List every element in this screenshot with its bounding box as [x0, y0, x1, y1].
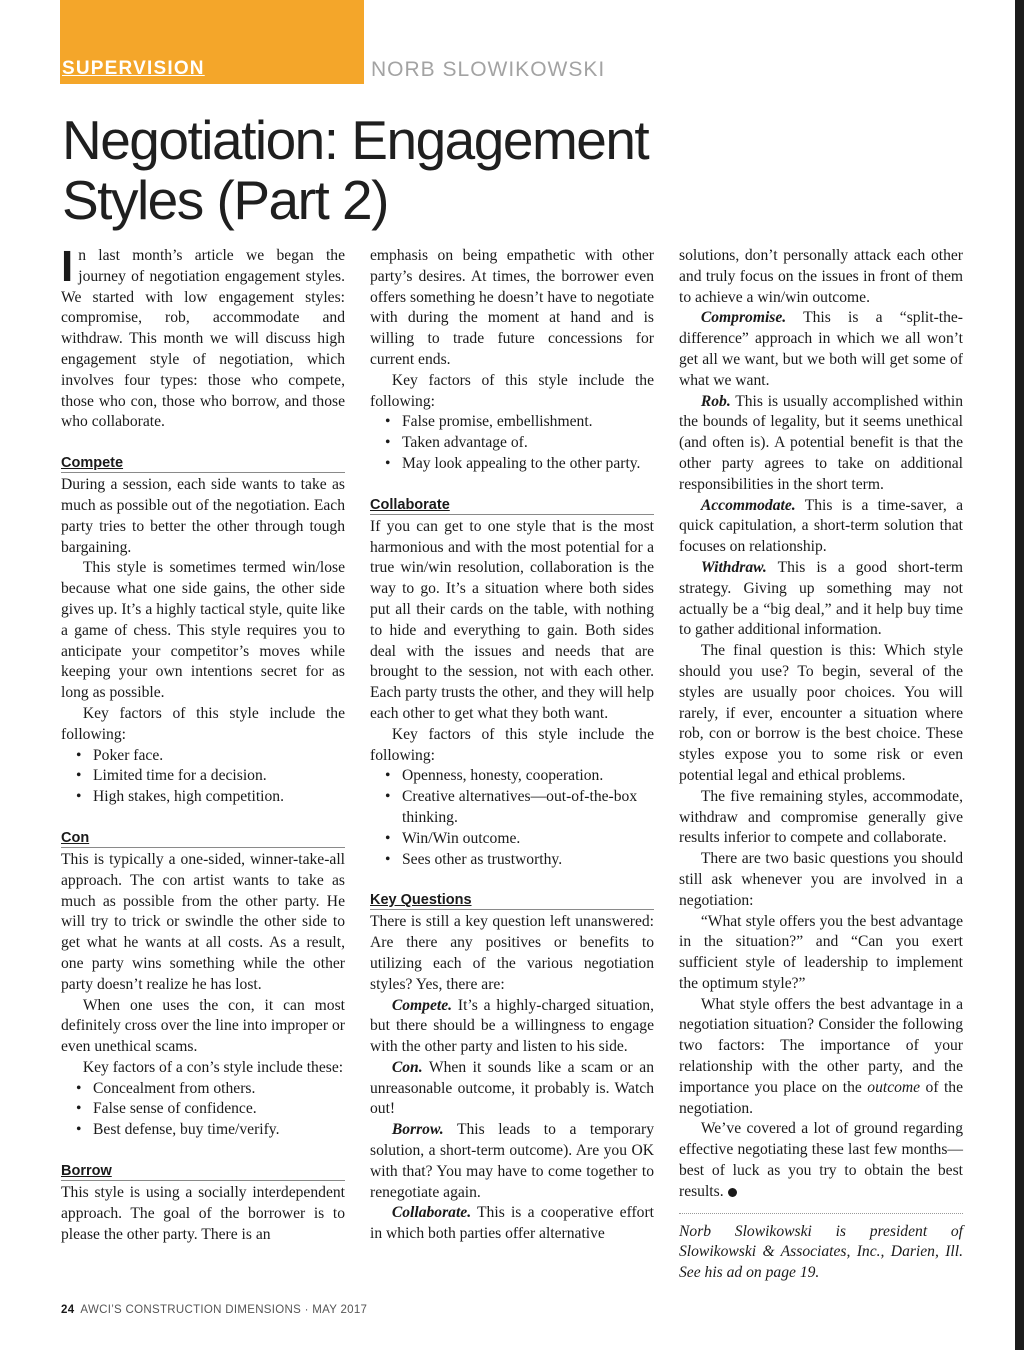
heading-borrow: Borrow: [61, 1163, 345, 1181]
paragraph: Collaborate. This is a cooperative effort in which both parties offer alternative: [370, 1204, 654, 1243]
list-item: • Openness, honesty, cooperation.: [385, 766, 654, 787]
page-footer: [61, 1304, 367, 1316]
paragraph: What style offers the best advantage in a negotiation situation? Consider the following two factors: The importance of your relationship with the other party, and the importance you place on the outcome of the negotiation.: [679, 995, 964, 1117]
heading-key-questions: Key Questions: [370, 892, 654, 910]
heading-collaborate: Collaborate: [370, 497, 654, 515]
paragraph: Key factors of a con’s style include these:: [82, 1058, 344, 1076]
paragraph: Key factors of this style include the following:: [370, 371, 654, 410]
paragraph: If you can get to one style that is the most harmonious and with the most potential for a true win/win resolution, collaboration is the way to go. It’s a situation where both sides put all their cards on the table, with nothing to hide and everything to gain. Both sides deal with the issues and needs that are brought to the session, not with each other. Each party trusts the other, and they will help each other to get what they both want.: [370, 517, 654, 722]
title-line-2: Styles (Part 2): [62, 169, 388, 231]
paragraph: Borrow. This leads to a temporary solution, a short-term outcome). Are you OK with that? You may have to come together to renegotiate again.: [370, 1121, 654, 1201]
paragraph: Compete. It’s a highly-charged situation, but there should be a willingness to engage with the other party and listen to his side.: [370, 996, 654, 1056]
paragraph: Rob. This is usually accomplished within the bounds of legality, but it seems unethical (and often is). A potential benefit is that the other party agrees to take on additional responsibilities in the short term.: [679, 392, 963, 493]
publication-info: AWCI’S CONSTRUCTION DIMENSIONS · MAY 2017: [80, 1304, 368, 1316]
list-item: • Taken advantage of.: [385, 433, 654, 454]
heading-compete: Compete: [61, 455, 345, 473]
list-item: • Best defense, buy time/verify.: [76, 1120, 345, 1141]
paragraph: solutions, don’t personally attack each other and truly focus on the issues in front of them to achieve a win/win outcome.: [679, 247, 963, 306]
end-mark-icon: [728, 1188, 737, 1197]
title-line-1: Negotiation: Engagement: [62, 109, 649, 171]
list-item: • Concealment from others.: [76, 1079, 345, 1100]
list-item: • Sees other as trustworthy.: [385, 850, 654, 871]
list-item: • False sense of confidence.: [76, 1099, 345, 1120]
paragraph: Accommodate. This is a time-saver, a quick capitulation, a short-term solution that focuses on relationship.: [679, 496, 963, 556]
page-edge-bar: [1015, 0, 1024, 1350]
paragraph: The five remaining styles, accommodate, withdraw and compromise generally give results inferior to compete and collaborate.: [679, 787, 963, 847]
list-item: • Poker face.: [76, 746, 345, 767]
paragraph: This style is sometimes termed win/lose because what one side gains, the other side gives up. It’s a highly tactical style, quite like a game of chess. This style requires you to anticipate your competitor’s moves while keeping your own intentions secret for as long as possible.: [61, 559, 345, 702]
intro-paragraph: In last month’s article we began the journey of negotiation engagement styles. We started with low engagement styles: compromise, rob, accommodate and withdraw. This month we will discuss high engagement style of negotiation, which involves four types: those who compete, those who con, those who borrow, and those who collaborate.: [61, 242, 345, 431]
bio-divider: [679, 1213, 963, 1214]
paragraph: This style is using a socially interdependent approach. The goal of the borrower is to please the other party. There is an: [61, 1184, 345, 1243]
list-item: • May look appealing to the other party.: [385, 454, 654, 475]
paragraph: Key factors of this style include the following:: [370, 725, 654, 764]
collaborate-bullet-list: [370, 766, 654, 870]
article-title: [62, 110, 822, 230]
column-3: [679, 246, 963, 1284]
list-item: • Creative alternatives—out-of-the-box thinking.: [385, 787, 654, 829]
drop-cap: I: [61, 242, 74, 291]
section-label: SUPERVISION: [62, 58, 205, 79]
paragraph: There are two basic questions you should still ask whenever you are involved in a negotiation:: [679, 850, 963, 909]
page-number: 24: [61, 1304, 75, 1316]
paragraph: When one uses the con, it can most definitely cross over the line into improper or even unethical scams.: [61, 996, 345, 1056]
column-2: [370, 246, 654, 1245]
author-bio: Norb Slowikowski is president of Slowikowski & Associates, Inc., Darien, Ill. See his ad on page 19.: [679, 1222, 963, 1282]
paragraph: This is typically a one-sided, winner-take-all approach. The con artist wants to take as much as possible from the other party. He will try to trick or swindle the other side to get what he wants at all costs. As a result, one party wins something while the other party doesn’t realize he has lost.: [61, 850, 345, 993]
author-byline: NORB SLOWIKOWSKI: [371, 58, 606, 81]
paragraph: The final question is this: Which style should you use? To begin, several of the styles are usually poor choices. You will rarely, if ever, encounter a situation where rob, con or borrow is the best choice. These styles expose you to some risk or even potential legal and ethical problems.: [679, 642, 963, 784]
paragraph: Compromise. This is a “split-the-difference” approach in which we all won’t get all we want, but we both will get some of what we want.: [679, 309, 963, 389]
paragraph: “What style offers you the best advantage in the situation?” and “Can you exert sufficient style of leadership to implement the optimum style?”: [679, 912, 963, 992]
paragraph: During a session, each side wants to take as much as possible out of the negotiation. Each party tries to better the other through tough bargaining.: [61, 476, 345, 556]
paragraph: Withdraw. This is a good short-term strategy. Giving up something may not actually be a “big deal,” and it help buy time to gather additional information.: [679, 558, 963, 639]
list-item: • High stakes, high competition.: [76, 787, 345, 808]
paragraph: We’ve covered a lot of ground regarding effective negotiating these last few months—best of luck as you try to obtain the best results.: [679, 1120, 963, 1200]
list-item: • Limited time for a decision.: [76, 766, 345, 787]
paragraph: Con. When it sounds like a scam or an unreasonable outcome, it probably is. Watch out!: [370, 1058, 654, 1118]
borrow-bullet-list: [370, 412, 654, 474]
heading-con: Con: [61, 830, 345, 848]
column-1: [61, 242, 345, 1245]
con-bullet-list: [61, 1079, 345, 1141]
list-item: • Win/Win outcome.: [385, 829, 654, 850]
list-item: • False promise, embellishment.: [385, 412, 654, 433]
compete-bullet-list: [61, 746, 345, 808]
paragraph: emphasis on being empathetic with other party’s desires. At times, the borrower even offers something he doesn’t have to negotiate with during the moment at hand and is willing to trade future concessions for current ends.: [370, 247, 654, 368]
paragraph: There is still a key question left unanswered: Are there any positives or benefits to utilizing each of the various negotiation styles? Yes, there are:: [370, 913, 654, 993]
paragraph: Key factors of this style include the following:: [61, 704, 345, 743]
